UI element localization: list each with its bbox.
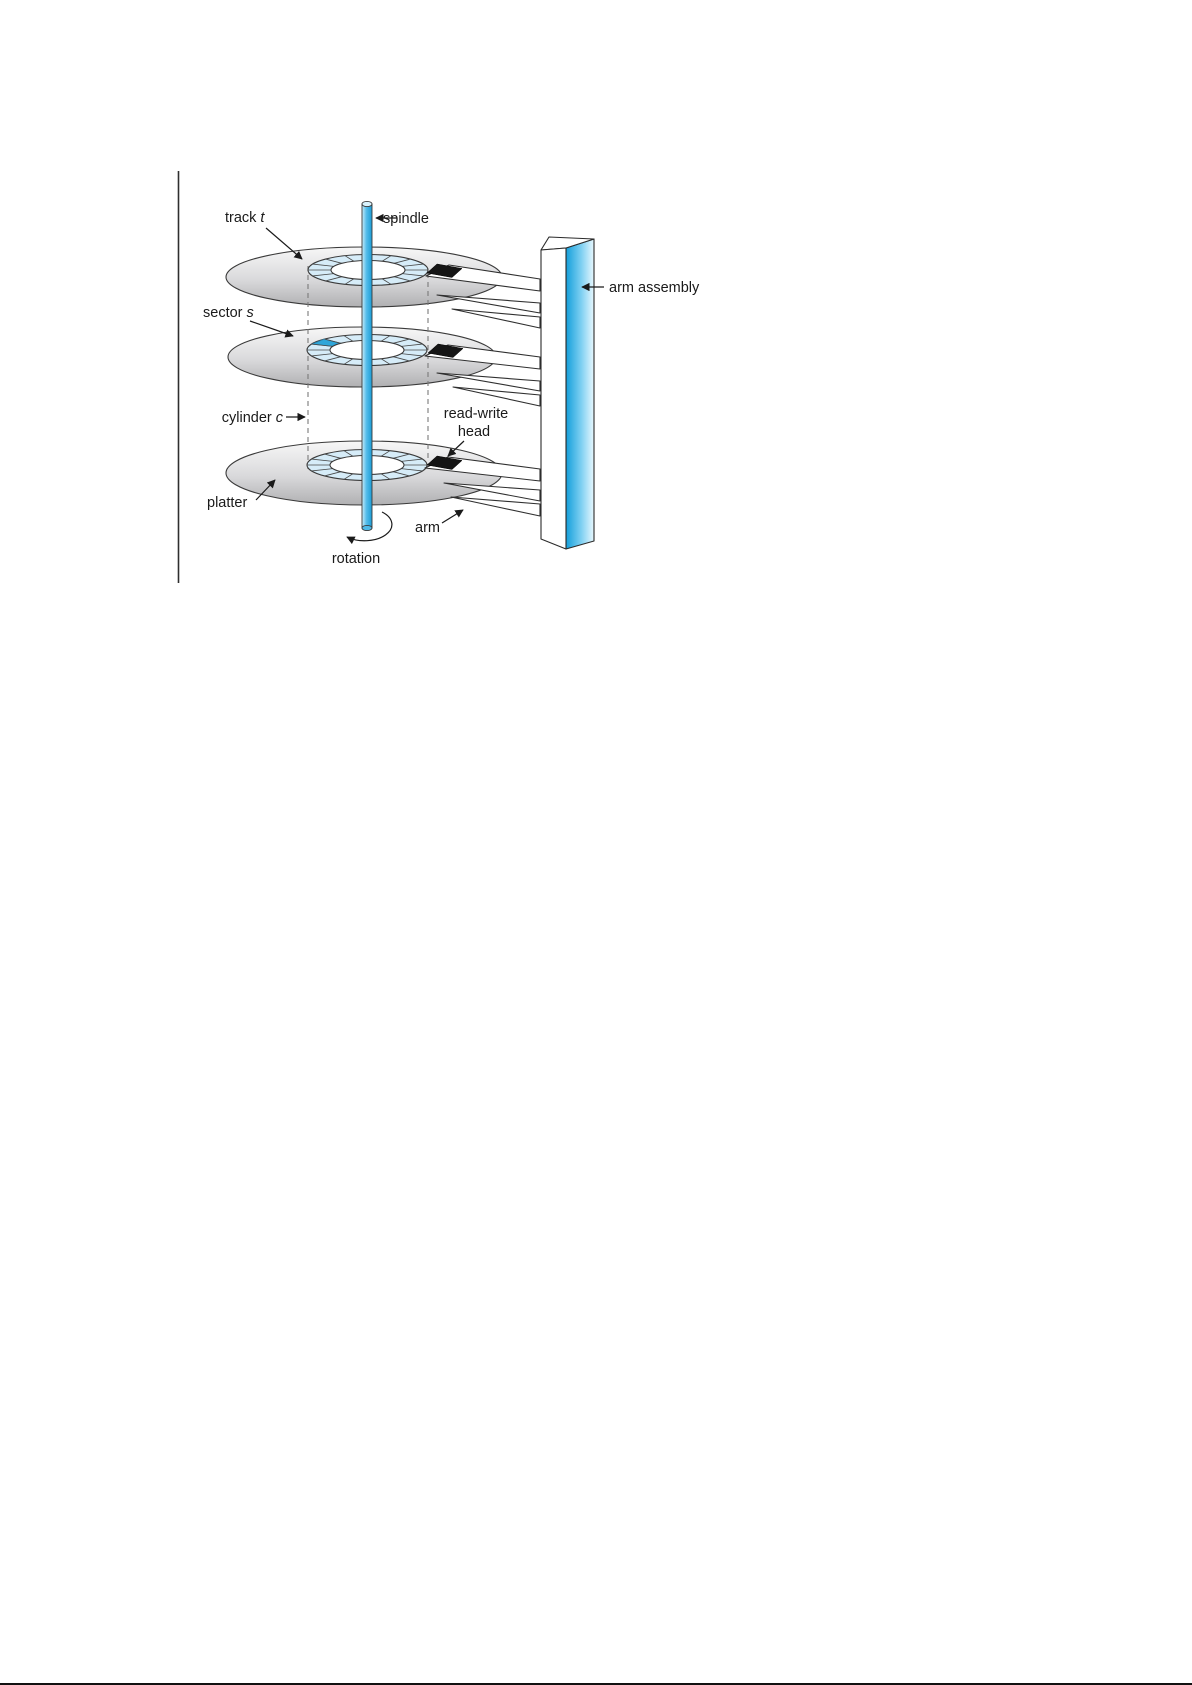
rotation-label: rotation	[331, 551, 381, 567]
arm-label: arm	[415, 520, 440, 536]
cylinder-label: cylinder c	[221, 410, 283, 426]
read-write-head-label-line2: head	[457, 424, 491, 440]
spindle-label: spindle	[383, 211, 429, 227]
arm-strip	[451, 497, 540, 516]
spindle-rod	[362, 201, 372, 530]
arm-assembly-bar	[541, 237, 594, 549]
arm-assembly-label: arm assembly	[609, 280, 700, 296]
sector-arrow	[250, 321, 293, 336]
arm-strip	[437, 373, 540, 391]
platter-label: platter	[207, 495, 248, 511]
arm-strip	[453, 387, 540, 406]
arm-strip	[452, 309, 540, 328]
arm-strip	[437, 295, 540, 313]
read-write-head-label-line1: read-write	[443, 406, 509, 422]
track-label: track t	[225, 210, 265, 226]
sector-label: sector s	[203, 305, 254, 321]
arm-arrow	[442, 510, 463, 523]
